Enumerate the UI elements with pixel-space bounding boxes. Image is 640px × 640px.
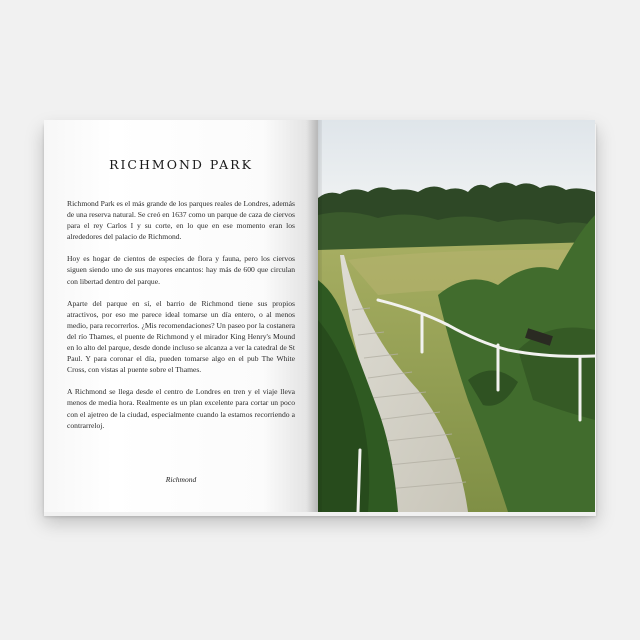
paragraph-3: Aparte del parque en sí, el barrio de Richmond tiene sus propios atractivos, por eso me parece ideal tomarse un día entero, o al menos medio, para recorrerlos. ¿Mis recomendaciones? Un paseo por la costanera del río Thames, el puente de Richmond y el mirador King Henry's Mound en lo alto del parque, desde donde incluso se alcanza a ver la catedral de St Paul. Y para coronar el día, pueden tomarse algo en el pub The White Cross, con vistas al puente sobre el Thames. bbox=[67, 298, 295, 375]
paragraph-4: A Richmond se llega desde el centro de Londres en tren y el viaje lleva menos de media hora. Realmente es un plan excelente para cortar un poco con el ajetreo de la ciudad, especialmente cuando la estamos recorriendo a contrarreloj. bbox=[67, 387, 295, 430]
park-stairway-photo bbox=[318, 120, 595, 512]
right-page bbox=[318, 120, 595, 512]
paragraph-1: Richmond Park es el más grande de los parques reales de Londres, además de una reserva natural. Se creó en 1637 como un parque de caza de ciervos para el rey Carlos I y su corte, en lo que en ese momento eran los alrededores del palacio de Richmond. bbox=[67, 199, 295, 242]
left-page bbox=[44, 120, 318, 512]
paragraph-2: Hoy es hogar de cientos de especies de flora y fauna, pero los ciervos siguen siendo uno de sus mayores encantos: hay más de 600 que circulan con libertad dentro del parque. bbox=[67, 254, 295, 286]
page-title: RICHMOND PARK bbox=[109, 157, 253, 172]
article-body bbox=[67, 198, 295, 442]
page-footer: Richmond bbox=[165, 475, 197, 484]
